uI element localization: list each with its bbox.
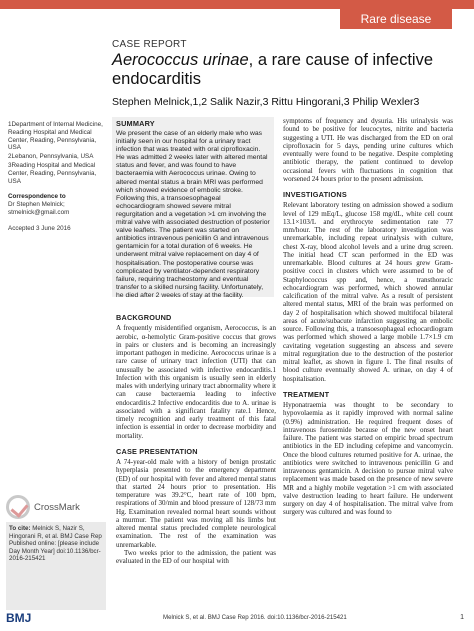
investigations-heading: INVESTIGATIONS	[283, 190, 347, 199]
title-rest: , a rare cause of infective endocarditis	[112, 51, 434, 88]
crossmark-icon	[6, 495, 30, 519]
article-title	[112, 51, 452, 89]
affiliation-1: 1Department of Internal Medicine, Reading Hospital and Medical Center, Reading, Pennsylvania, USA	[8, 121, 103, 152]
history-continued: symptoms of frequency and dysuria. His urinalysis was found to be positive for leucocytes, nitrite and bacteria suggesting a UTI. He was discharged from the ED on oral ciprofloxacin for 5 days, pending urine cultures which eventually were found to be negative. Despite completing antibiotic therapy, the patient continued to develop occasional fevers with fluctuations in cognition that worsened 24 hours prior to the present admission.	[283, 117, 453, 183]
summary-text: We present the case of an elderly male who was initially seen in our hospital for a urinary tract infection that was treated with oral ciprofloxacin. He was admitted 2 weeks later with altered mental status and fever, and was found to have bacteraemia with Aerococcus urinae. Owing to altered mental status a brain MRI was performed which showed evidence of embolic stroke. Following this, a transoesophageal echocardiogram showed severe mitral regurgitation and a vegetation >1 cm involving the mitral valve with associated destruction of posterior valve leaflets. The patient was started on antibiotics intravenous penicillin G and intravenous gentamicin for a total duration of 6 weeks. He underwent mitral valve replacement on day 4 of hospitalisation. The postoperative course was complicated by ventilator-dependent respiratory failure, requiring tracheostomy and eventual transfer to a skilled nursing facility. Unfortunately, he died after 2 weeks of stay at the facility.	[116, 130, 270, 299]
author-list: Stephen Melnick,1,2 Salik Nazir,3 Rittu Hingorani,3 Philip Wexler3	[112, 96, 420, 108]
investigations-text: Relevant laboratory testing on admission showed a sodium level of 129 mEq/L, glucose 158 mg/dL, white cell count 13.1×103/L and erythrocyte sedimentation rate 77 mm/hour. The rest of the laboratory investigation was unremarkable, including repeat urinalysis with culture, chest X-ray, blood alcohol levels and a urine drug screen. The initial head CT scan performed in the ED was unremarkable. Blood cultures at 24 hours grew Gram-positive cocci in clusters which were assumed to be of Staphylococcus spp and, hence, a transthoracic echocardiogram was performed, which showed annular calcification of the mitral valve. As a result of persistent altered mental status, MRI of the brain was performed on day 2 of hospitalisation which showed multifocal bilateral areas of acute/subacute infarction suggesting an embolic source. Following this, a transoesophageal echocardiogram was performed which showed a large mobile 1.7×1.9 cm cavitating vegetation suggesting an abscess and severe mitral regurgitation due to the destruction of the posterior mitral leaflet, as shown in figure 1. The final results of blood culture eventually showed A. urinae, on day 4 of hospitalisation.	[283, 201, 453, 383]
case-paragraph-2: Two weeks prior to the admission, the patient was evaluated in the ED of our hospital with	[116, 548, 276, 565]
bmj-logo: BMJ	[6, 611, 32, 625]
affiliation-2: 2Lebanon, Pennsylvania, USA	[8, 153, 94, 161]
body-column-left	[116, 314, 276, 565]
background-text: A frequently misidentified organism, Aerococcus, is an aerobic, α-hemolytic Gram-positive coccus that grows in pairs or clusters and is becoming an increasingly important pathogen in medicine. Aerococcus urinae is a rare cause of urinary tract infection (UTI) that can unusually be associated with infective endocarditis.1 Infection with this organism is usually seen in elderly males with underlying urinary tract abnormality where it can cause bacteraemia leading to infective endocarditis.2 Infective endocarditis due to A. urinae is associated with a significant fatality rate.1 Hence, timely recognition and early treatment of this fatal infection is essential in order to decrease morbidity and mortality.	[116, 324, 276, 440]
background-heading: BACKGROUND	[116, 313, 172, 322]
case-paragraph-1: A 74-year-old male with a history of benign prostatic hyperplasia presented to the emergency department (ED) of our hospital with fever and altered mental status that started 24 hours prior to presentation. His temperature was 39.2°C, heart rate of 100 bpm, respirations of 30/min and blood pressure of 128/73 mm Hg. Examination revealed normal heart sounds without a murmur. The patient was moving all his limbs but altered mental status precluded complete neurological examination. The rest of the examination was unremarkable.	[116, 458, 276, 549]
accepted-date: Accepted 3 June 2016	[8, 224, 71, 232]
summary-heading: SUMMARY	[116, 119, 155, 128]
article-type: CASE REPORT	[112, 39, 187, 50]
summary-box	[112, 117, 274, 297]
footer-citation: Melnick S, et al. BMJ Case Rep 2016. doi:10.1136/bcr-2016-215421	[163, 614, 347, 621]
case-presentation-heading: CASE PRESENTATION	[116, 446, 198, 456]
page-footer	[0, 608, 474, 631]
cite-box	[6, 522, 106, 610]
crossmark-label: CrossMark	[34, 501, 80, 513]
affiliation-3: 3Reading Hospital and Medical Center, Reading, Pennsylvania, USA	[8, 161, 97, 185]
treatment-text: Hyponatraemia was thought to be secondary to hypovolaemia as it rapidly improved with normal saline (0.9%) administration. He required frequent doses of intravenous furosemide because of the new onset heart failure. The patient was started on empiric broad spectrum antibiotics in the ED including cefepime and vancomycin. Once the blood cultures returned positive for A. urinae, the antibiotics were switched to intravenous penicillin G and intravenous gentamicin. A decision to pursue mitral valve replacement was made based on the presence of new severe MR and a highly mobile vegetation >1 cm with associated valve destruction leading to heart failure. He underwent surgery on day 4 of hospitalisation. The mitral valve from surgery was cultured and was found to	[283, 401, 453, 517]
crossmark-badge[interactable]	[6, 495, 80, 519]
title-organism: Aerococcus urinae	[112, 51, 249, 69]
body-column-right	[283, 117, 453, 517]
sidebar	[8, 121, 108, 233]
section-tab: Rare disease	[340, 9, 452, 29]
top-color-band	[0, 0, 474, 9]
page-number: 1	[460, 614, 464, 621]
correspondence-heading: Correspondence to	[8, 193, 66, 201]
correspondence-name: Dr Stephen Melnick;	[8, 201, 65, 209]
treatment-heading: TREATMENT	[283, 389, 330, 399]
cite-label: To cite:	[9, 525, 31, 532]
cite-text: Melnick S, Nazir S, Hingorani R, et al. BMJ Case Rep Published online: [please include Day Month Year] doi:10.1136/bcr-2016-215421	[9, 525, 102, 563]
correspondence-email[interactable]: stmelnick@gmail.com	[8, 208, 70, 216]
